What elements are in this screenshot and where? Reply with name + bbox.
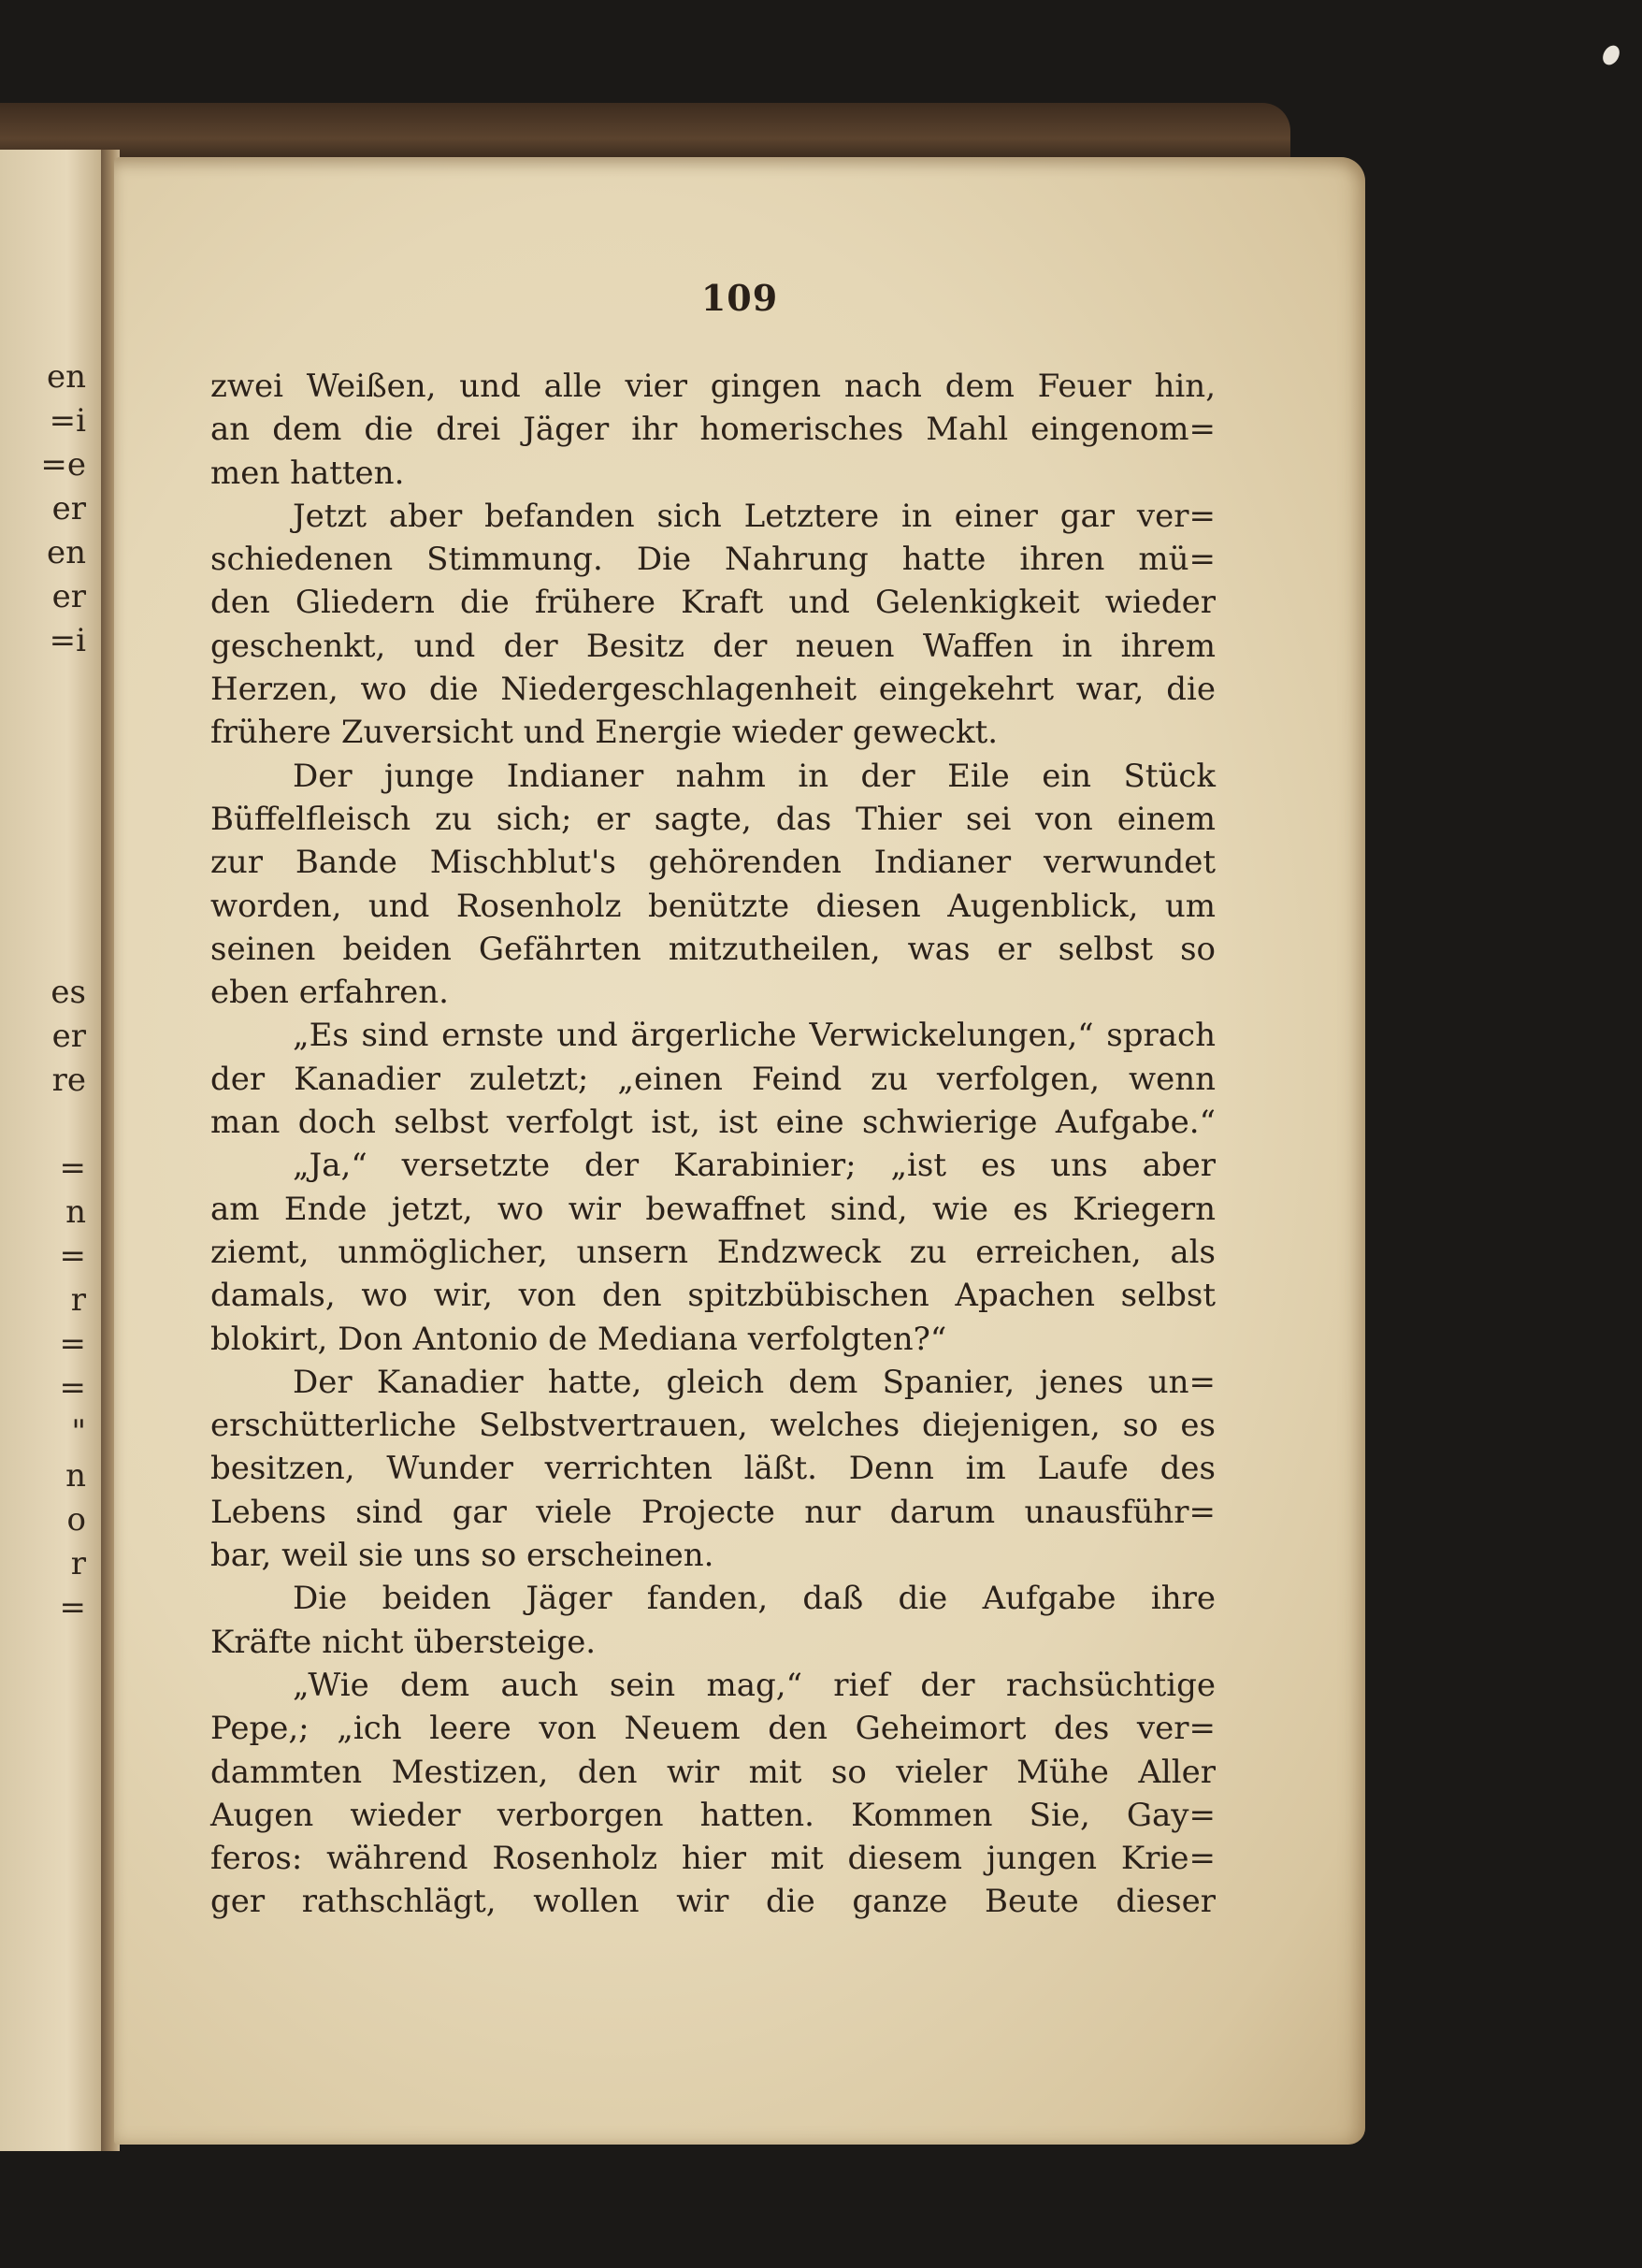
text-line: bar, weil sie uns so erscheinen. — [210, 1537, 714, 1575]
text-line: besitzen, Wunder verrichten läßt. Denn im Laufe des — [210, 1450, 1216, 1488]
text-line: dammten Mestizen, den wir mit so vieler Mühe Aller — [210, 1753, 1216, 1791]
text-line: „Es sind ernste und ärgerliche Verwickelungen,“ sprach — [293, 1017, 1216, 1055]
text-line: am Ende jetzt, wo wir bewaffnet sind, wie es Kriegern — [210, 1190, 1216, 1228]
text-line: Der junge Indianer nahm in der Eile ein Stück — [293, 757, 1216, 795]
text-line: Augen wieder verborgen hatten. Kommen Sie, Gay= — [210, 1796, 1216, 1834]
text-line: feros: während Rosenholz hier mit diesem jungen Krie= — [210, 1840, 1216, 1878]
text-line: den Gliedern die frühere Kraft und Gelenkigkeit wieder — [210, 584, 1216, 622]
text-line: schiedenen Stimmung. Die Nahrung hatte ihren mü= — [210, 541, 1216, 579]
text-line: Kräfte nicht übersteige. — [210, 1623, 597, 1661]
text-line: worden, und Rosenholz benützte diesen Augenblick, um — [210, 887, 1216, 925]
text-line: frühere Zuversicht und Energie wieder geweckt. — [210, 714, 999, 752]
text-line: blokirt, Don Antonio de Mediana verfolgten?“ — [210, 1320, 947, 1358]
text-line: Der Kanadier hatte, gleich dem Spanier, jenes un= — [293, 1363, 1216, 1401]
text-line: ziemt, unmöglicher, unsern Endzweck zu erreichen, als — [210, 1233, 1216, 1271]
text-line: zwei Weißen, und alle vier gingen nach dem Feuer hin, — [210, 368, 1216, 405]
text-line: men hatten. — [210, 454, 405, 492]
text-line: Die beiden Jäger fanden, daß die Aufgabe ihre — [293, 1580, 1216, 1618]
page-number: 109 — [700, 277, 779, 319]
text-line: eben erfahren. — [210, 974, 449, 1012]
text-line: an dem die drei Jäger ihr homerisches Mahl eingenom= — [210, 411, 1216, 449]
text-line: Pepe,; „ich leere von Neuem den Geheimort des ver= — [210, 1710, 1216, 1748]
text-line: man doch selbst verfolgt ist, ist eine schwierige Aufgabe.“ — [210, 1104, 1216, 1142]
dust-speck — [1600, 42, 1623, 67]
body-text — [210, 365, 1216, 1924]
text-line: „Ja,“ versetzte der Karabinier; „ist es uns aber — [293, 1147, 1216, 1185]
text-line: damals, wo wir, von den spitzbübischen Apachen selbst — [210, 1277, 1216, 1315]
text-line: der Kanadier zuletzt; „einen Feind zu verfolgen, wenn — [210, 1060, 1216, 1098]
text-line: Lebens sind gar viele Projecte nur darum unausführ= — [210, 1493, 1216, 1531]
text-line: erschütterliche Selbstvertrauen, welches diejenigen, so es — [210, 1407, 1216, 1445]
text-line: Herzen, wo die Niedergeschlagenheit eingekehrt war, die — [210, 671, 1216, 709]
text-line: Büffelfleisch zu sich; er sagte, das Thier sei von einem — [210, 800, 1216, 838]
text-line: ger rathschlägt, wollen wir die ganze Beute dieser — [210, 1883, 1216, 1921]
text-line: geschenkt, und der Besitz der neuen Waffen in ihrem — [210, 627, 1216, 665]
text-line: „Wie dem auch sein mag,“ rief der rachsüchtige — [293, 1666, 1216, 1704]
right-page — [114, 157, 1365, 2145]
text-line: zur Bande Mischblut's gehörenden Indianer verwundet — [210, 844, 1216, 882]
text-line: Jetzt aber befanden sich Letztere in einer gar ver= — [293, 497, 1216, 535]
text-line: seinen beiden Gefährten mitzutheilen, was er selbst so — [210, 930, 1216, 968]
